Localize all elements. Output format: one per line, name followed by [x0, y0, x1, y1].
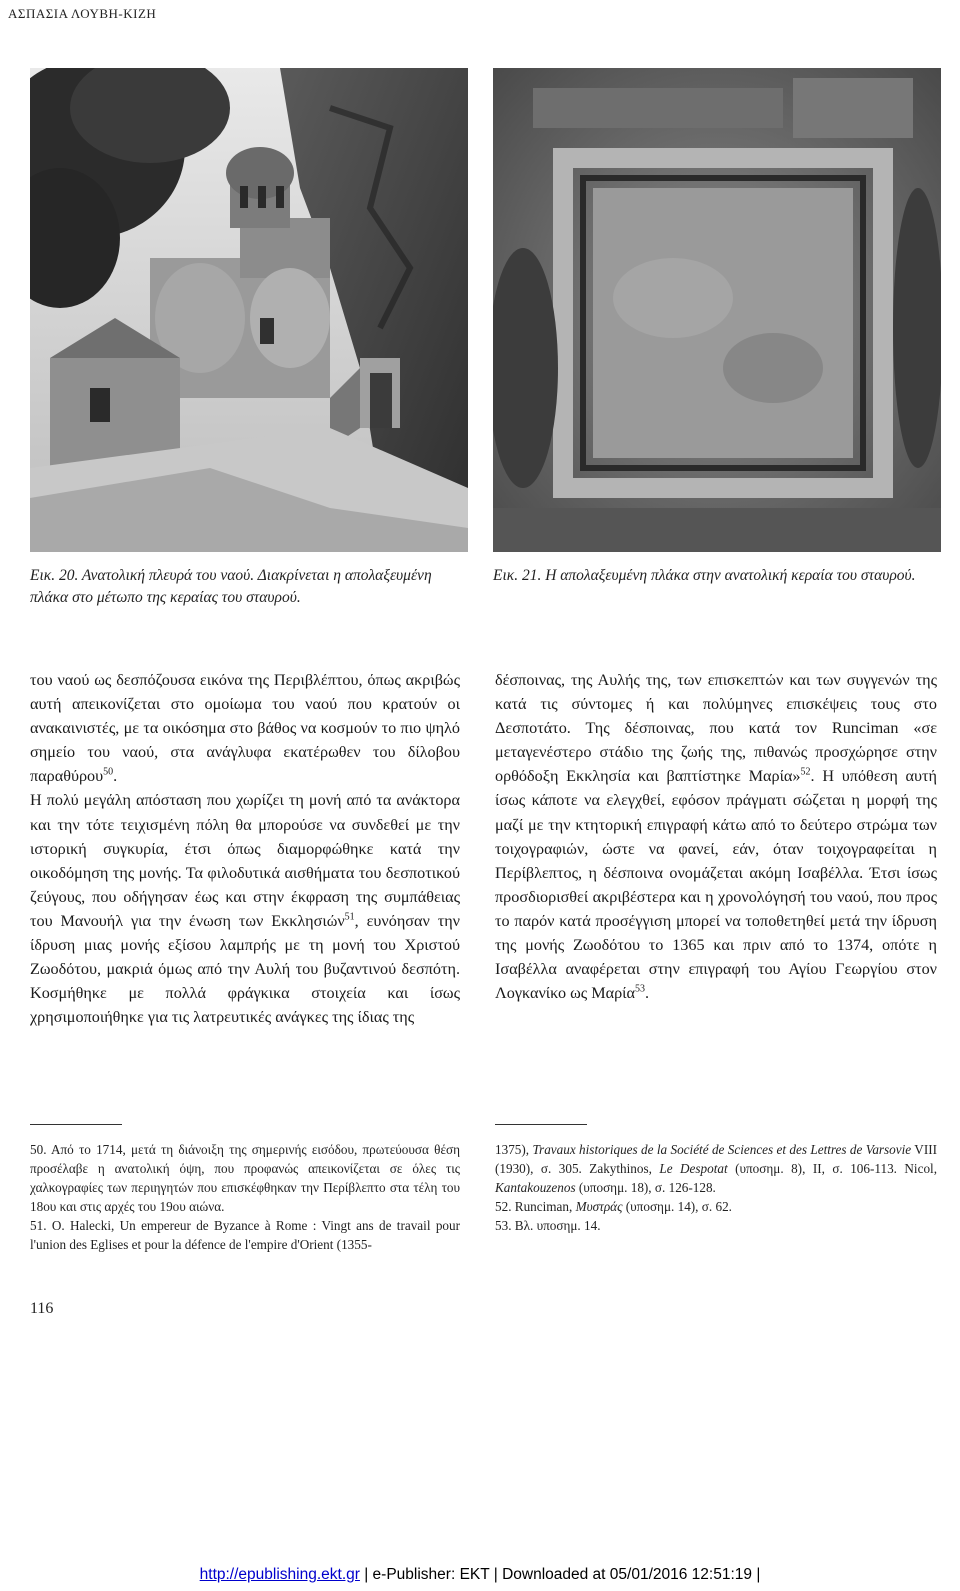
body-text-left-column — [30, 668, 460, 1029]
body-text-right-column — [495, 668, 937, 1005]
footnote-rule — [495, 1124, 587, 1125]
note-text: (υποσημ. 8), II, σ. 106-113. Nicol, — [735, 1161, 938, 1176]
paragraph-text: δέσποινας, της Αυλής της, των επισκεπτών και των συγγενών της κατά τις σύντομες ή και πολύμηνες επισκέψεις τους στο Δεσποτάτο. Της δέσποινας, που κατά τον Runciman «σε μεταγενέστερο στάδιο της ζωής της, πιθανώς προσχώρησε στην ορθόδοξη Εκκλησία και βαπτίστηκε Μαρία» — [495, 671, 937, 786]
note-title: Travaux historiques de la Société de Sciences et des Lettres de Varsovie — [532, 1142, 912, 1157]
page-number: 116 — [30, 1300, 54, 1317]
paragraph-text: Η πολύ μεγάλη απόσταση που χωρίζει τη μονή από τα ανάκτορα και την τότε τειχισμένη πόλη θα μπορούσε να συνδεθεί με την ιστορική συγκυρία, έτσι όπως διαμορφώθηκε κατά την οικοδόμηση της μονής. Τα φιλοδυτικά αισθήματα του δεσποτικού ζεύγους, που οδήγησαν έως και στην έκφραση της συμπάθειας του Μανουήλ για την ένωση των Εκκλησιών — [30, 791, 460, 930]
footnote-51-continued — [495, 1140, 937, 1197]
running-head: ΑΣΠΑΣΙΑ ΛΟΥΒΗ-ΚΙΖΗ — [8, 6, 157, 21]
note-text: 1375), — [495, 1142, 530, 1157]
note-title: Le Despotat — [659, 1161, 728, 1176]
footnotes-left — [30, 1140, 460, 1254]
paragraph-text: , ευνόησαν την ίδρυση μιας μονής εξίσου λαμπρής με τη μονή του Χριστού Ζωοδότου, μακριά όμως από την Αυλή του βυζαντινού δεσπότη. Κοσμήθηκε με πολλά φράγκικα στοιχεία και ίσως χρησιμοποιήθηκε για τις λατρευτικές ανάγκες της ίδιας της — [30, 911, 460, 1027]
footnote-ref: 50 — [103, 766, 114, 778]
footnote-ref: 51 — [344, 911, 355, 923]
note-text: (υποσημ. 14), σ. 62. — [625, 1199, 732, 1214]
download-footer — [0, 1566, 960, 1584]
note-text: VIII (1930), σ. 305. Zakythinos, — [495, 1142, 937, 1176]
paragraph-text: του ναού ως δεσπόζουσα εικόνα της Περιβλέπτου, όπως ακριβώς αυτή απεικονίζεται στο ομοίωμα του ναού που κρατούν οι ανακαινιστές, με τα οικόσημα στο βάθος να κοσμούν το πιο ψηλό σημείο του ναού, στα ανάγλυφα εκατέρωθεν του δίλοβου παραθύρου — [30, 671, 460, 786]
footer-text: | e-Publisher: EKT | Downloaded at 05/01/2016 12:51:19 | — [359, 1566, 761, 1583]
footnote-51: 51. O. Halecki, Un empereur de Byzance à Rome : Vingt ans de travail pour l'union des Eglises et pour la défence de l'empire d'Orient (1355- — [30, 1218, 460, 1252]
footnote-52 — [495, 1197, 937, 1216]
figure-21-caption: Εικ. 21. Η απολαξευμένη πλάκα στην ανατολική κεραία του σταυρού. — [493, 567, 916, 584]
paragraph-text: . Η υπόθεση αυτή ίσως κάποτε να ελεγχθεί, εφόσον πράγματι σώζεται η μορφή της μαζί με την κτητορική επιγραφή κάτω από το δεύτερο στρώμα των τοιχογραφιών, ώστε να φανεί, εάν, όταν τοιχογραφείται η Περίβλεπτος, η δέσποινα ονομάζεται ακόμη Ισαβέλλα. Έτσι ίσως προσδιορισθεί ακριβέστερα και η χρονολόγησή του ναού, που προς το παρόν κατά προσέγγιση μπορεί να τοποθετηθεί μετά την ίδρυση της μονής Ζωοδότου το 1365 και πριν από το 1374, οπότε η Ισαβέλλα αναφέρεται στην επιγραφή του Αγίου Γεωργίου στον Λογκανίκο ως Μαρία — [495, 767, 937, 1003]
footnote-ref: 52 — [800, 766, 811, 778]
paragraph-text: . — [645, 984, 650, 1003]
publisher-link[interactable]: http://epublishing.ekt.gr — [199, 1566, 360, 1583]
paragraph-text: . — [113, 767, 118, 786]
footnote-rule — [30, 1124, 122, 1125]
note-text: (υποσημ. 18), σ. 126-128. — [578, 1180, 716, 1195]
plaque-photo-drawing — [493, 68, 941, 552]
church-east-side-photo — [30, 68, 468, 552]
footnote-50: 50. Από το 1714, μετά τη διάνοιξη της σημερινής εισόδου, πρωτεύουσα θέση προσέλαβε η ανατολική όψη, που προφανώς απεικονίζεται σε όλες τις χαλκογραφίες των περιηγητών που επισκέφθηκαν την Περίβλεπτο στα τέλη του 18ου και στις αρχές του 19ου αιώνα. — [30, 1142, 460, 1214]
note-title: Kantakouzenos — [495, 1180, 576, 1195]
footnote-ref: 53 — [635, 983, 645, 995]
footnotes-right — [495, 1140, 937, 1235]
carved-plaque-photo — [493, 68, 941, 552]
note-title: Μυστράς — [575, 1199, 623, 1214]
footnote-53: 53. Βλ. υποσημ. 14. — [495, 1218, 601, 1233]
figure-20-caption: Εικ. 20. Ανατολική πλευρά του ναού. Διακρίνεται η απολαξευμένη πλάκα στο μέτωπο της κεραίας του σταυρού. — [30, 567, 432, 606]
church-photo-drawing — [30, 68, 468, 552]
note-text: 52. Runciman, — [495, 1199, 573, 1214]
